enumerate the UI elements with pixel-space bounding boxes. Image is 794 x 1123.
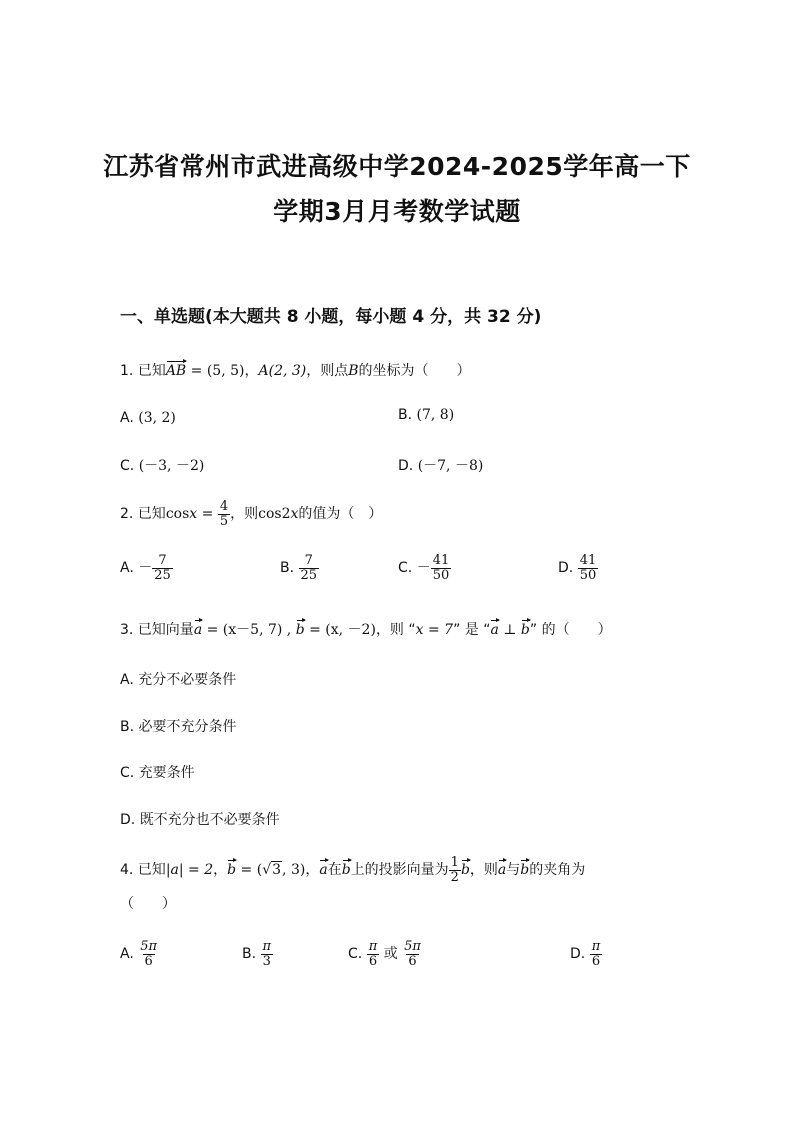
math-expression: |a| = 2 xyxy=(165,862,214,879)
fraction-numerator: 7 xyxy=(158,553,167,568)
math-expression: = ( xyxy=(236,862,263,879)
document-title-line2: 学期3月月考数学试题 xyxy=(273,197,521,226)
fraction-denominator: 3 xyxy=(262,953,271,969)
option-label: C. xyxy=(348,946,363,963)
option-d xyxy=(120,809,280,829)
question-text: ， xyxy=(305,862,320,879)
fraction-denominator: 6 xyxy=(368,953,378,969)
fraction-denominator: 50 xyxy=(579,567,597,583)
vector-a: a xyxy=(319,862,328,879)
math-variable: x xyxy=(290,506,299,523)
vector-b: b xyxy=(520,622,530,638)
vector-a: a xyxy=(490,622,499,638)
option-sign: － xyxy=(416,560,431,577)
math-expression: x = 7 xyxy=(415,622,454,638)
vector-b: b xyxy=(227,862,237,879)
fraction xyxy=(367,940,380,968)
option-d xyxy=(558,554,598,582)
question-text: ，则 “ xyxy=(375,622,416,638)
option-label: D. xyxy=(120,812,136,828)
fraction-numerator: π xyxy=(368,939,378,954)
option-a xyxy=(120,669,236,689)
option-label: A. xyxy=(120,946,134,963)
option-label: B. xyxy=(398,407,413,423)
question-number: 4. xyxy=(120,862,134,879)
vector-ab: AB xyxy=(165,363,187,379)
question-text: 已知 xyxy=(137,363,166,379)
option-label: D. xyxy=(570,946,586,963)
vector-b: b xyxy=(460,862,470,879)
option-a xyxy=(120,554,173,582)
fraction xyxy=(138,940,159,968)
fraction-numerator: π xyxy=(591,939,601,954)
fraction-numerator: 41 xyxy=(579,553,597,568)
option-label: A. xyxy=(120,560,134,577)
question-text: 的夹角为 xyxy=(529,862,586,879)
fraction-denominator: 50 xyxy=(432,567,450,583)
question-text: 上的投影向量为 xyxy=(350,862,449,879)
fraction xyxy=(299,554,320,582)
fraction xyxy=(218,500,230,528)
question-text: ，则 xyxy=(230,506,259,523)
option-label: B. xyxy=(242,946,257,963)
option-c xyxy=(120,762,195,782)
option-b xyxy=(242,940,273,968)
fraction-denominator: 2 xyxy=(450,869,459,885)
fraction-numerator: 5π xyxy=(404,939,421,954)
option-or-text: 或 xyxy=(383,946,398,963)
option-value: 充分不必要条件 xyxy=(138,672,237,688)
question-text: ，则 xyxy=(469,862,498,879)
option-label: A. xyxy=(120,672,134,688)
vector-b: b xyxy=(520,862,530,879)
sqrt-symbol: √ xyxy=(262,862,272,879)
math-expression: = (x, －2) xyxy=(304,622,376,638)
question-text: 的坐标为（ ） xyxy=(358,363,471,379)
question-3 xyxy=(120,619,612,639)
option-sign: － xyxy=(138,560,153,577)
math-function: cos2 xyxy=(258,506,291,523)
fraction xyxy=(152,554,173,582)
question-text: 已知向量 xyxy=(137,622,194,638)
option-value: (3, 2) xyxy=(138,410,176,426)
fraction xyxy=(261,940,274,968)
option-c xyxy=(398,554,451,582)
option-value: 必要不充分条件 xyxy=(138,719,237,735)
option-d xyxy=(398,455,483,475)
question-number: 3. xyxy=(120,622,134,638)
math-expression: = xyxy=(197,506,218,523)
math-expression: A(2, 3) xyxy=(258,363,307,379)
question-text: 已知 xyxy=(137,506,166,523)
vector-a: a xyxy=(497,862,507,879)
option-value: (－7, －8) xyxy=(417,458,484,474)
option-c xyxy=(120,455,204,475)
option-label: B. xyxy=(120,719,135,735)
fraction xyxy=(431,554,452,582)
fraction xyxy=(402,940,423,968)
option-b xyxy=(280,554,319,582)
fraction-denominator: 6 xyxy=(591,953,601,969)
perpendicular-symbol: ⊥ xyxy=(498,622,521,638)
vector-b: b xyxy=(295,622,305,638)
option-value: 充要条件 xyxy=(138,765,195,781)
fraction-numerator: 41 xyxy=(432,553,450,568)
question-text: ，则点 xyxy=(306,363,349,379)
fraction-numerator: 4 xyxy=(219,499,229,514)
math-expression: , xyxy=(282,622,296,638)
question-1 xyxy=(120,360,471,380)
option-b xyxy=(120,716,237,736)
option-c xyxy=(348,940,423,968)
option-a xyxy=(120,940,159,968)
math-function: cos xyxy=(165,506,190,523)
fraction-numerator: 5π xyxy=(140,939,158,954)
option-value: (7, 8) xyxy=(416,407,455,423)
vector-a: a xyxy=(193,622,203,638)
option-d xyxy=(570,940,602,968)
question-text: 的值为（ ） xyxy=(298,506,383,523)
question-text: 已知 xyxy=(137,862,166,879)
math-expression: = (5, 5) xyxy=(186,363,245,379)
math-expression: , 3) xyxy=(282,862,306,879)
option-label: B. xyxy=(280,560,295,577)
vector-b: b xyxy=(341,862,351,879)
fraction xyxy=(590,940,603,968)
option-label: C. xyxy=(120,765,135,781)
question-number: 2. xyxy=(120,506,134,523)
question-text: ” 的（ ） xyxy=(529,622,612,638)
question-4 xyxy=(120,856,585,884)
fraction xyxy=(578,554,599,582)
question-text: 在 xyxy=(327,862,342,879)
math-variable: B xyxy=(348,363,359,379)
option-value: (－3, －2) xyxy=(138,458,205,474)
fraction-denominator: 6 xyxy=(408,953,417,969)
fraction-denominator: 5 xyxy=(219,513,229,529)
option-a xyxy=(120,410,176,426)
document-title-line1: 江苏省常州市武进高级中学2024-2025学年高一下 xyxy=(103,152,691,181)
fraction-numerator: 1 xyxy=(450,855,459,870)
option-b xyxy=(398,407,454,423)
question-number: 1. xyxy=(120,363,134,379)
question-text: 与 xyxy=(506,862,521,879)
option-value: 既不充分也不必要条件 xyxy=(139,812,280,828)
option-label: D. xyxy=(398,458,414,474)
fraction-denominator: 25 xyxy=(154,567,171,583)
option-label: D. xyxy=(558,560,574,577)
fraction-numerator: π xyxy=(262,939,272,954)
question-text: ， xyxy=(244,363,259,379)
question-2 xyxy=(120,500,382,528)
math-expression: = (x－5, 7) xyxy=(202,622,283,638)
option-label: C. xyxy=(398,560,413,577)
fraction-denominator: 25 xyxy=(300,567,318,583)
option-label: C. xyxy=(120,458,135,474)
section-heading: 一、单选题(本大题共 8 小题，每小题 4 分，共 32 分) xyxy=(120,307,542,327)
math-variable: x xyxy=(189,506,198,523)
sqrt-radicand: 3 xyxy=(272,862,282,879)
fraction-denominator: 6 xyxy=(144,953,153,969)
fraction xyxy=(449,856,461,884)
question-4-answer-paren: （ ） xyxy=(120,896,176,912)
question-text: ， xyxy=(213,862,228,879)
option-label: A. xyxy=(120,410,134,426)
question-text: ” 是 “ xyxy=(453,622,491,638)
fraction-numerator: 7 xyxy=(304,553,313,568)
